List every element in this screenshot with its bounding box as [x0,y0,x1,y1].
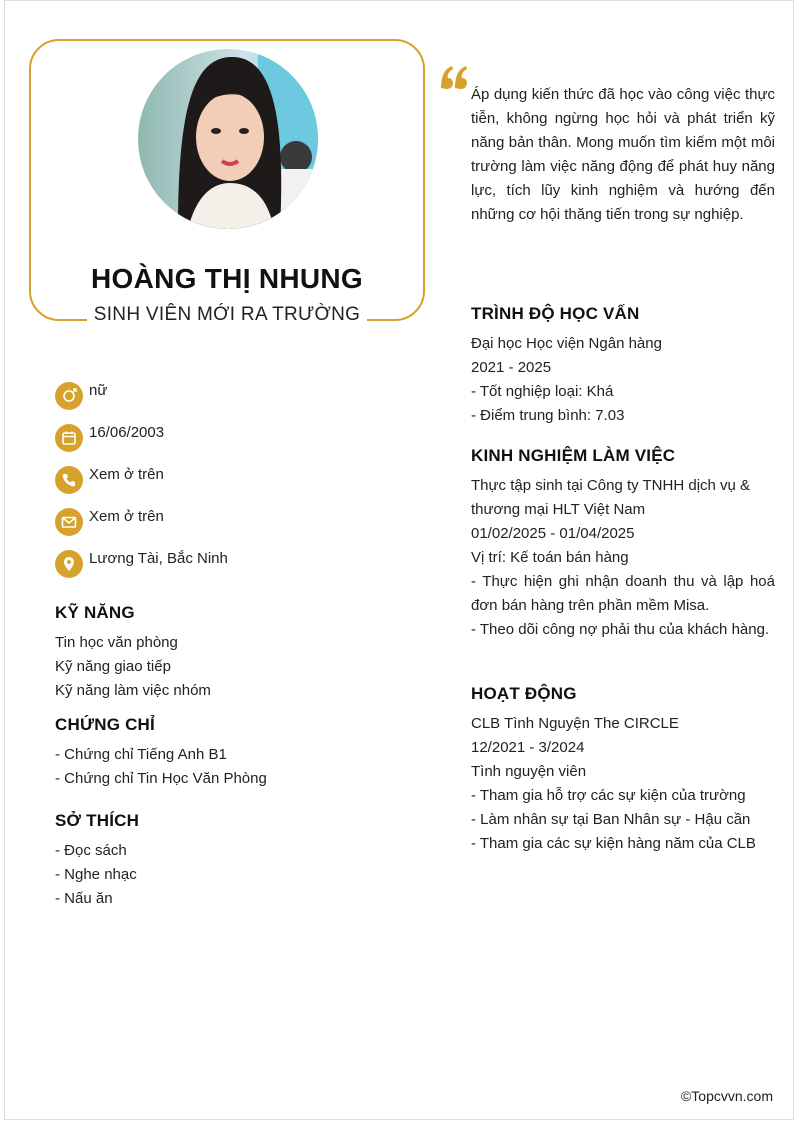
certificate-item: - Chứng chỉ Tiếng Anh B1 [55,746,227,763]
gender-value: nữ [89,381,108,399]
experience-section [471,446,775,642]
gender-icon [55,382,83,410]
education-school: Đại học Học viện Ngân hàng [471,335,662,352]
experience-period: 01/02/2025 - 01/04/2025 [471,525,635,542]
activities-title: HOẠT ĐỘNG [471,684,577,703]
candidate-role: SINH VIÊN MỚI RA TRƯỜNG [93,304,361,325]
contact-list [55,373,228,583]
skills-title: KỸ NĂNG [55,603,135,622]
phone-value: Xem ở trên [89,465,164,483]
cv-page [4,0,794,1120]
candidate-name: HOÀNG THỊ NHUNG [90,263,364,294]
contact-email [55,499,228,541]
hobby-item: - Nấu ăn [55,890,113,907]
email-value: Xem ở trên [89,507,164,525]
contact-address [55,541,228,583]
birthday-value: 16/06/2003 [89,423,165,441]
contact-phone [55,457,228,499]
avatar-photo [138,49,318,229]
education-period: 2021 - 2025 [471,359,552,376]
career-objective: Áp dụng kiến thức đã học vào công việc thực tiễn, không ngừng học hỏi và phát triển kỹ năng bản thân. Mong muốn tìm kiếm một môi trường làm việc năng động để phát huy năng lực, tích lũy kinh nghiệm và hướng đến những cơ hội thăng tiến trong sự nghiệp. [471,86,775,223]
experience-position: Vị trí: Kế toán bán hàng [471,549,629,566]
skill-item: Kỹ năng làm việc nhóm [55,682,211,699]
calendar-icon [55,424,83,452]
avatar [138,49,318,229]
location-icon [55,550,83,578]
skill-item: Kỹ năng giao tiếp [55,658,171,675]
address-value: Lương Tài, Bắc Ninh [89,549,228,567]
activity-club: CLB Tình Nguyện The CIRCLE [471,715,679,732]
hobbies-section [55,811,395,911]
hobbies-title: SỞ THÍCH [55,811,140,830]
activities-section [471,684,775,856]
skills-section [55,603,395,703]
activity-role: Tình nguyện viên [471,763,587,780]
certificates-section [55,715,395,791]
activity-detail: - Làm nhân sự tại Ban Nhân sự - Hậu cần [471,811,751,828]
certificate-item: - Chứng chỉ Tin Học Văn Phòng [55,770,267,787]
contact-gender [55,373,228,415]
education-detail: - Điểm trung bình: 7.03 [471,407,625,424]
activity-detail: - Tham gia các sự kiện hàng năm của CLB [471,835,756,852]
contact-birthday [55,415,228,457]
education-title: TRÌNH ĐỘ HỌC VẤN [471,304,640,323]
education-section [471,304,775,428]
certificates-title: CHỨNG CHỈ [55,715,155,734]
quote-icon [439,63,469,93]
hobby-item: - Nghe nhạc [55,866,137,883]
experience-company: Thực tập sinh tại Công ty TNHH dịch vụ & thương mại HLT Việt Nam [471,477,751,518]
activity-detail: - Tham gia hỗ trợ các sự kiện của trường [471,787,746,804]
experience-detail: - Theo dõi công nợ phải thu của khách hàng. [471,621,770,638]
email-icon [55,508,83,536]
phone-icon [55,466,83,494]
activity-period: 12/2021 - 3/2024 [471,739,585,756]
experience-title: KINH NGHIỆM LÀM VIỆC [471,446,676,465]
hobby-item: - Đọc sách [55,842,127,859]
education-detail: - Tốt nghiệp loại: Khá [471,383,614,400]
skill-item: Tin học văn phòng [55,634,178,651]
footer-copyright: ©Topcvvn.com [680,1088,773,1104]
experience-detail: - Thực hiện ghi nhận doanh thu và lập hoá đơn bán hàng trên phần mềm Misa. [471,573,775,614]
